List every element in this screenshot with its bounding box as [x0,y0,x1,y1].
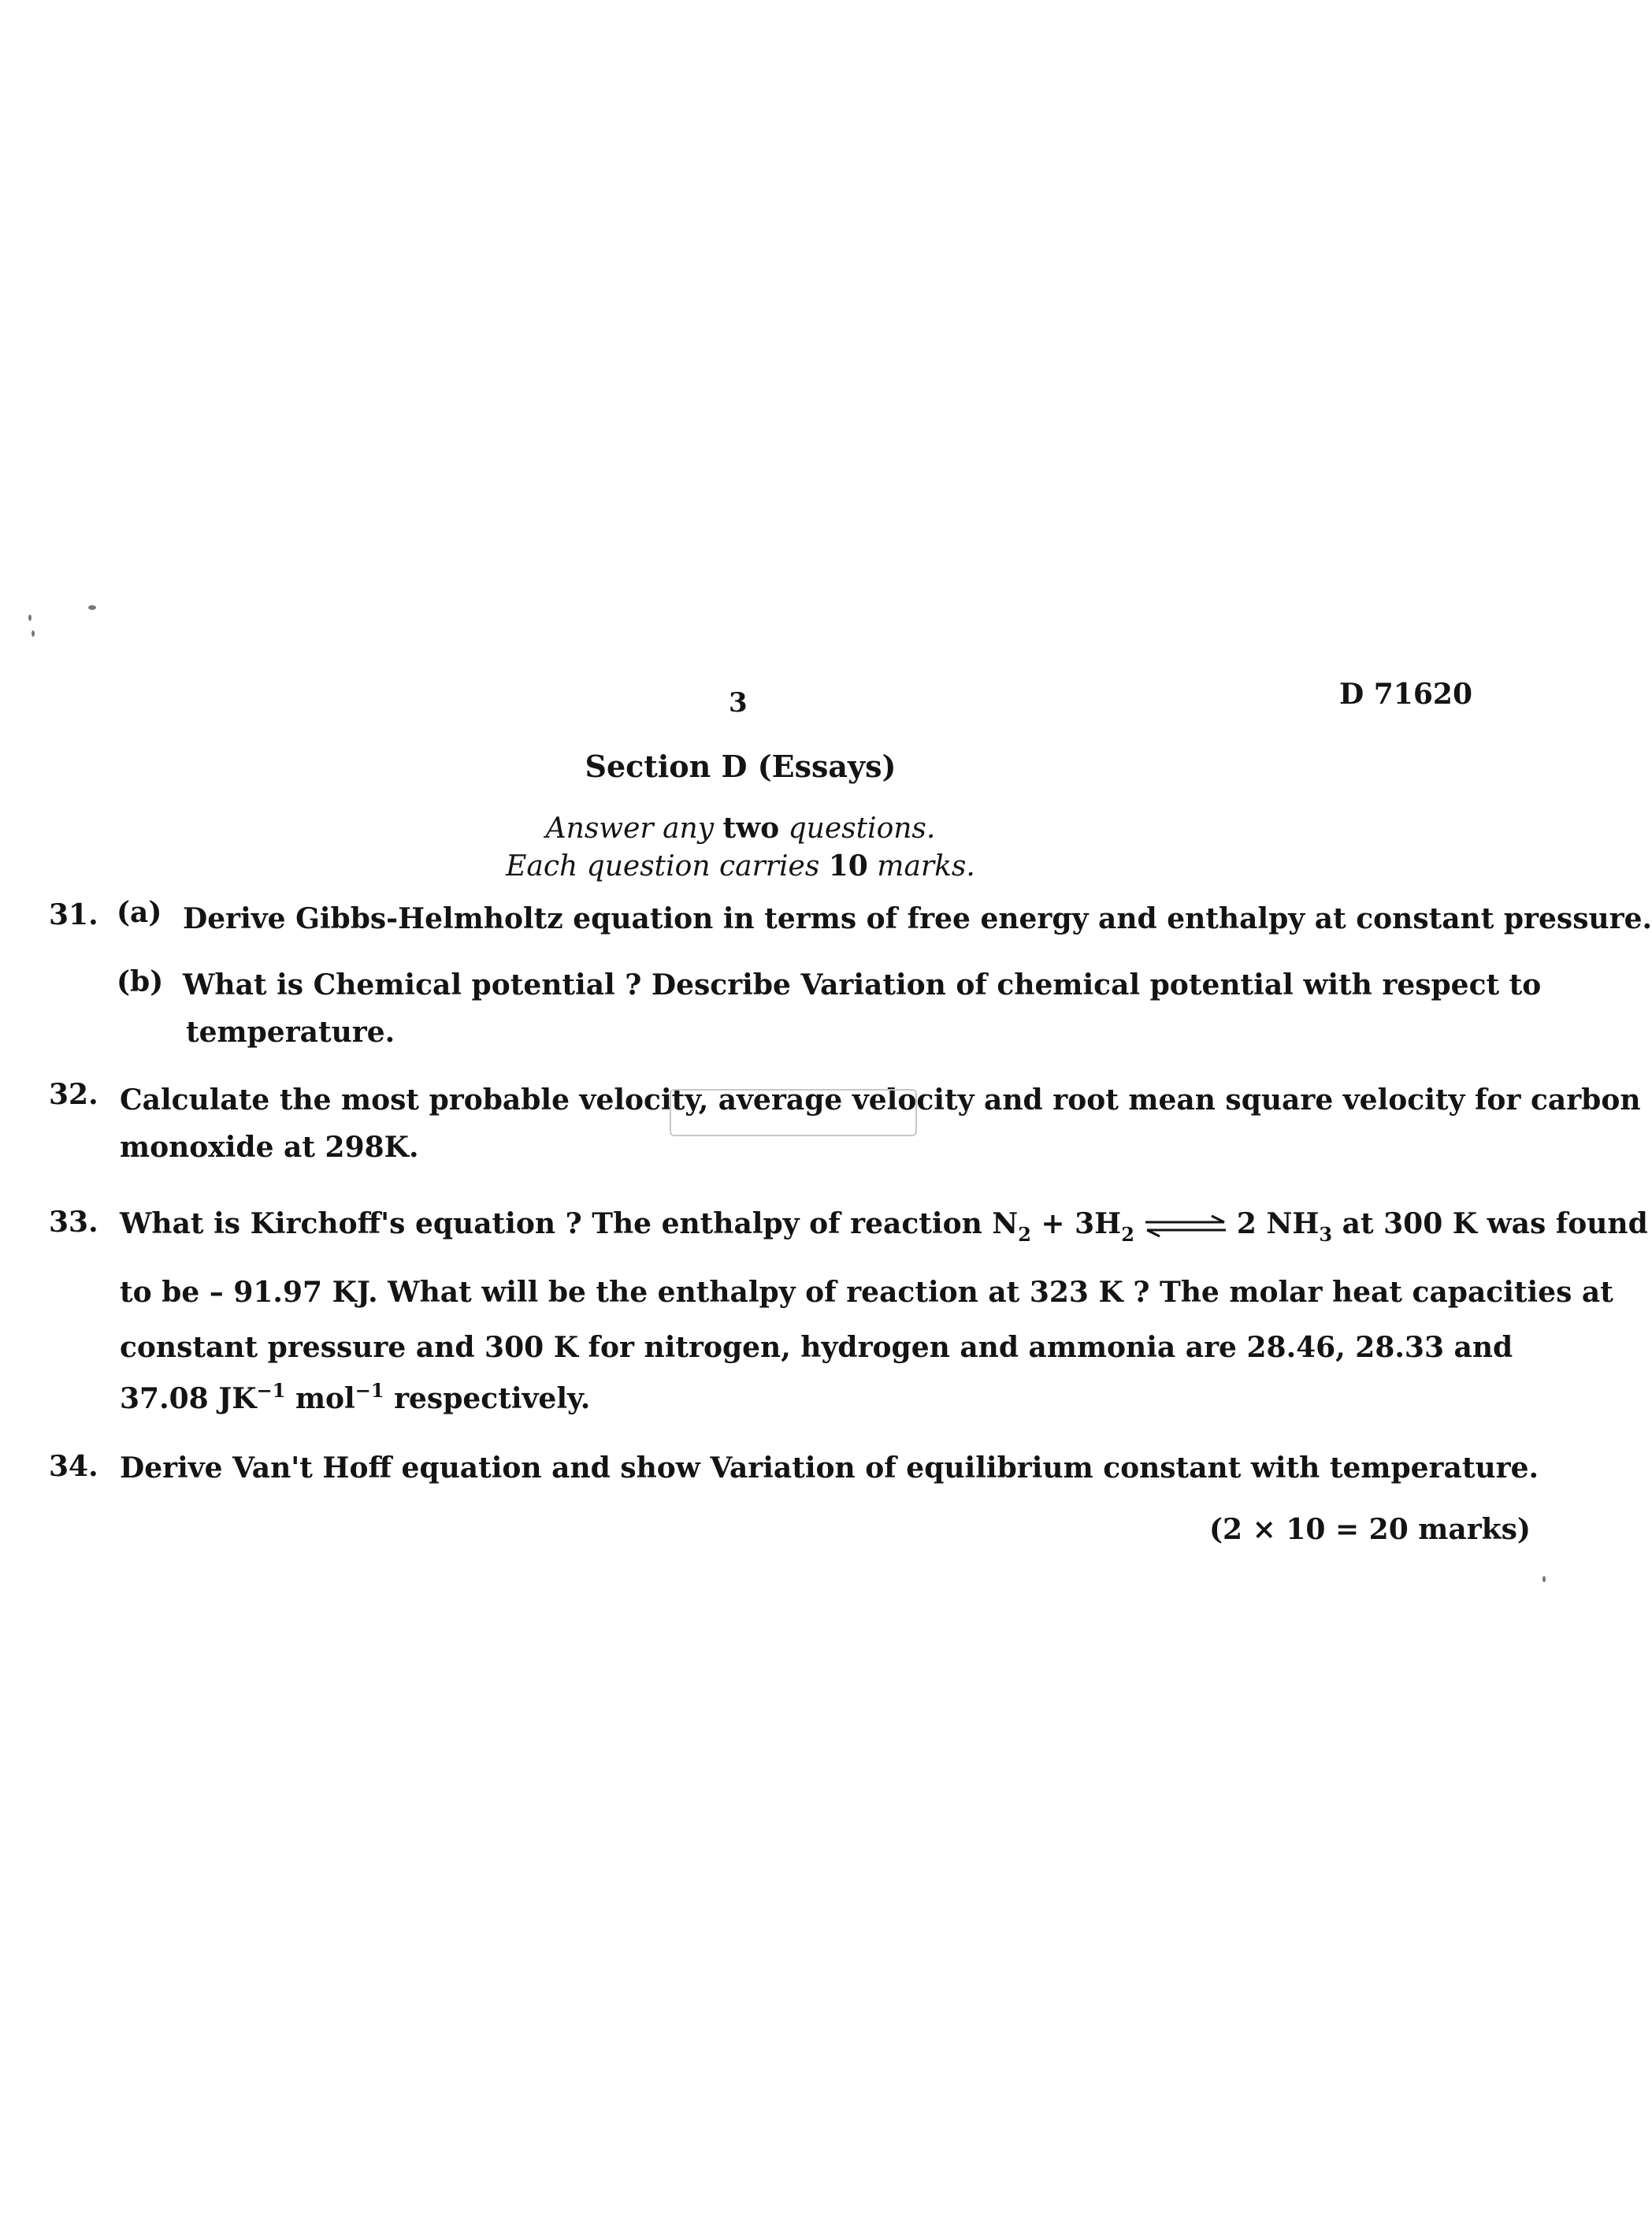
instruction-line-1: Answer any two questions. [545,812,936,845]
question-33-line-1: What is Kirchoff's equation ? The enthalpy of reaction $N_2 + 3H_2$ 2 $NH_3$ at 300 K was found [120,1207,1648,1246]
scan-speck [1542,1576,1546,1582]
question-31a-text: Derive Gibbs-Helmholtz equation in terms of free energy and enthalpy at constant pressure. [183,902,1652,935]
question-34-text: Derive Van't Hoff equation and show Variation of equilibrium constant with temperature. [120,1451,1539,1485]
question-33-line-4: 37.08 $JK^{-1}$ mol$^{-1}$ respectively. [120,1379,591,1415]
question-33-number: 33. [49,1206,98,1239]
paper-code: D 71620 [1339,678,1472,711]
scan-speck [32,630,35,637]
equilibrium-arrow-icon [1142,1214,1229,1238]
question-33-line-2: to be – 91.97 KJ. What will be the enthalpy of reaction at 323 K ? The molar heat capacities at [120,1276,1613,1309]
question-33-line-3: constant pressure and 300 K for nitrogen, hydrogen and ammonia are 28.46, 28.33 and [120,1331,1513,1364]
watermark-stamp [670,1089,917,1136]
question-31-number: 31. [49,898,98,931]
question-32-number: 32. [49,1078,98,1111]
question-31b-line-2: temperature. [186,1016,395,1049]
page-number: 3 [729,687,748,719]
question-32-line-2: monoxide at 298K. [120,1131,419,1164]
question-31b-line-1: What is Chemical potential ? Describe Variation of chemical potential with respect to [183,968,1542,1002]
scan-speck [28,615,32,621]
question-31b-label: (b) [117,965,164,998]
total-marks: (2 × 10 = 20 marks) [1209,1513,1531,1546]
question-34-number: 34. [49,1450,98,1483]
question-32-line-1: Calculate the most probable velocity, average velocity and root mean square velocity for carbon [120,1083,1641,1117]
question-31a-label: (a) [117,896,162,929]
instruction-line-2: Each question carries 10 marks. [506,849,975,883]
scan-speck [88,605,96,610]
section-title: Section D (Essays) [585,749,897,784]
